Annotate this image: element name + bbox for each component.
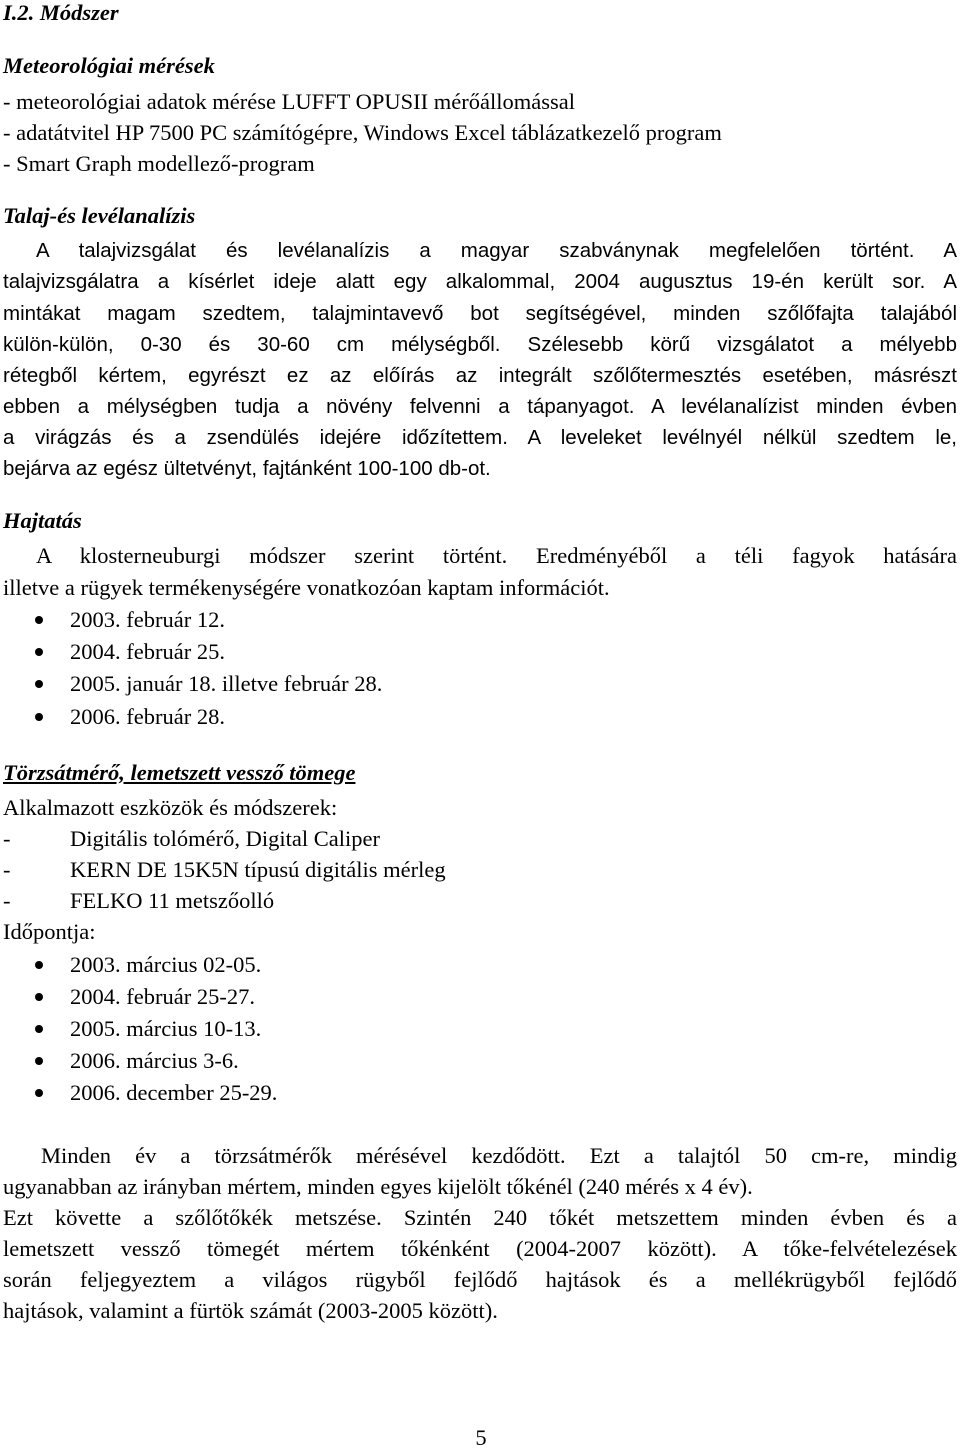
hajtatas-line: A klosterneuburgi módszer szerint történt. Eredményéből a téli fagyok hatására	[36, 543, 957, 568]
dash-marker: -	[3, 888, 11, 913]
list-item	[0, 701, 600, 733]
talaj-line: külön-külön, 0-30 és 30-60 cm mélységből. Szélesebb körű vizsgálatot a mélyebb	[3, 333, 957, 356]
list-item	[0, 1013, 600, 1045]
list-item-text: 2005. január 18. illetve február 28.	[70, 671, 383, 696]
list-item	[3, 885, 703, 917]
talaj-line: ebben a mélységben tudja a növény felvenni a tápanyagot. A levélanalízist minden évben	[3, 395, 957, 418]
list-item-text: KERN DE 15K5N típusú digitális mérleg	[70, 857, 446, 882]
list-item	[0, 1077, 600, 1109]
talaj-line: talajvizsgálatra a kísérlet ideje alatt egy alkalommal, 2004 augusztus 19-én került sor. A	[3, 270, 957, 293]
bullet-icon	[35, 680, 43, 688]
page-number: 5	[475, 1425, 487, 1450]
meteo-item: - adatátvitel HP 7500 PC számítógépre, Windows Excel táblázatkezelő program	[3, 120, 722, 145]
talaj-line: mintákat magam szedtem, talajmintavevő bot segítségével, minden szőlőfajta talajából	[3, 302, 957, 325]
torzs-line: ugyanabban az irányban mértem, minden egyes kijelölt tőkénél (240 mérés x 4 év).	[3, 1174, 753, 1199]
bullet-icon	[35, 1057, 43, 1065]
bullet-icon	[35, 961, 43, 969]
list-item-text: Digitális tolómérő, Digital Caliper	[70, 826, 380, 851]
list-item-text: 2006. december 25-29.	[70, 1080, 278, 1105]
torzs-line: során feljegyeztem a világos rügyből fejlődő hajtások és a mellékrügyből fejlődő	[3, 1267, 957, 1292]
talaj-line: a virágzás és a zsendülés idejére időzítettem. A leveleket levélnyél nélkül szedtem le,	[3, 426, 957, 449]
meteo-item: - Smart Graph modellező-program	[3, 151, 315, 176]
list-item-text: 2003. február 12.	[70, 607, 225, 632]
meteo-item: - meteorológiai adatok mérése LUFFT OPUSII mérőállomással	[3, 89, 575, 114]
meteo-heading: Meteorológiai mérések	[3, 53, 215, 78]
list-item	[3, 823, 703, 855]
bullet-icon	[35, 713, 43, 721]
list-item	[0, 981, 600, 1013]
time-label: Időpontja:	[3, 919, 96, 944]
hajtatas-line: illetve a rügyek termékenységére vonatkozóan kaptam információt.	[3, 575, 610, 600]
list-item	[0, 1045, 600, 1077]
section-title: I.2. Módszer	[3, 0, 119, 25]
torzs-heading	[3, 757, 957, 789]
list-item-text: 2006. február 28.	[70, 704, 225, 729]
list-item	[0, 668, 600, 700]
list-item-text: 2003. március 02-05.	[70, 952, 262, 977]
talaj-line: bejárva az egész ültetvényt, fajtánként 100-100 db-ot.	[3, 457, 491, 480]
torzs-line: Ezt követte a szőlőtőkék metszése. Szintén 240 tőkét metszettem minden évben és a	[3, 1205, 957, 1230]
list-item-text: 2005. március 10-13.	[70, 1016, 262, 1041]
bullet-icon	[35, 616, 43, 624]
torzs-line: Minden év a törzsátmérők mérésével kezdődött. Ezt a talajtól 50 cm-re, mindig	[41, 1143, 957, 1168]
list-item-text: 2004. február 25-27.	[70, 984, 255, 1009]
bullet-icon	[35, 648, 43, 656]
list-item	[0, 636, 600, 668]
dash-marker: -	[3, 826, 11, 851]
list-item	[0, 604, 600, 636]
dash-marker: -	[3, 857, 11, 882]
talaj-line: rétegből kértem, egyrészt ez az előírás az integrált szőlőtermesztés esetében, másrészt	[3, 364, 957, 387]
hajtatas-heading: Hajtatás	[3, 508, 82, 533]
torzs-line: lemetszett vessző tömegét mértem tőkénként (2004-2007 között). A tőke-felvételezések	[3, 1236, 957, 1261]
list-item-text: 2006. március 3-6.	[70, 1048, 239, 1073]
bullet-icon	[35, 1089, 43, 1097]
bullet-icon	[35, 993, 43, 1001]
torzs-heading-text: Törzsátmérő, lemetszett vessző tömege	[3, 760, 356, 785]
list-item	[3, 854, 703, 886]
list-item	[0, 949, 600, 981]
talaj-line: A talajvizsgálat és levélanalízis a magyar szabványnak megfelelően történt. A	[36, 239, 957, 262]
torzs-line: hajtások, valamint a fürtök számát (2003-2005 között).	[3, 1298, 498, 1323]
tools-label: Alkalmazott eszközök és módszerek:	[3, 795, 338, 820]
list-item-text: FELKO 11 metszőolló	[70, 888, 275, 913]
bullet-icon	[35, 1025, 43, 1033]
list-item-text: 2004. február 25.	[70, 639, 225, 664]
talaj-heading: Talaj-és levélanalízis	[3, 203, 196, 228]
